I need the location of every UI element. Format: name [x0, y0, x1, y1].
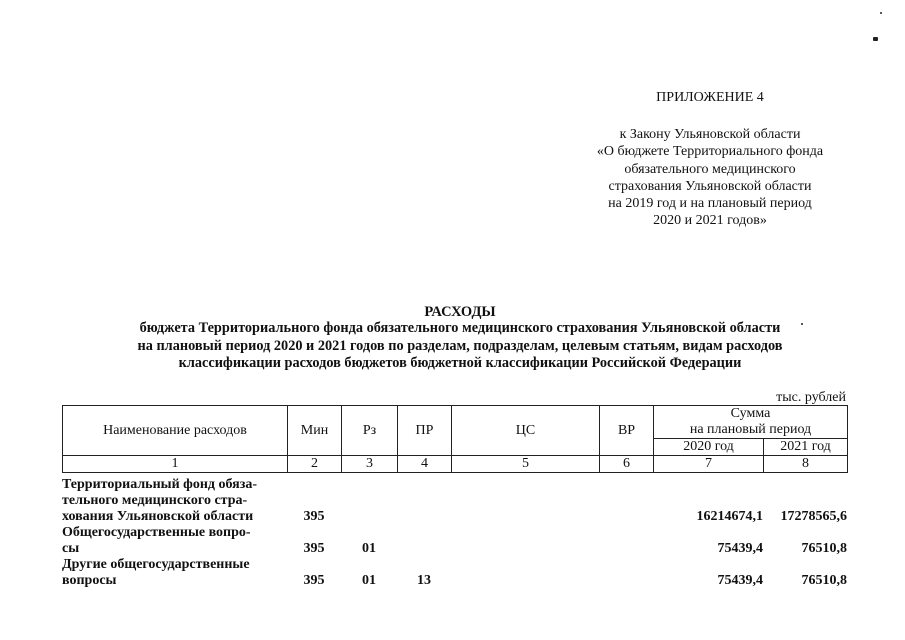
scan-speck	[801, 323, 803, 325]
header-sum-label: Сумма	[730, 406, 771, 421]
row-vr	[599, 477, 653, 525]
row-name	[62, 557, 287, 589]
header-year-2020: 2020 год	[654, 439, 764, 456]
row-rz	[341, 477, 397, 525]
appendix-line: 2020 и 2021 годов»	[653, 213, 767, 229]
document-subtitle	[60, 320, 860, 373]
row-name-line: Общегосударственные вопро-	[62, 525, 251, 540]
expenses-table	[62, 477, 847, 589]
row-name-line: Территориальный фонд обяза-	[62, 477, 257, 492]
table-row	[62, 525, 847, 557]
row-name	[62, 525, 287, 557]
header-sum-sublabel: на плановый период	[689, 422, 812, 437]
header-min: Мин	[288, 406, 342, 456]
table-row	[62, 557, 847, 589]
column-number: 7	[654, 456, 764, 473]
row-min: 395	[303, 509, 325, 524]
header-pr: ПР	[398, 406, 452, 456]
subtitle-line: бюджета Территориального фонда обязательного медицинского страхования Ульяновской области	[139, 320, 781, 336]
row-name	[62, 477, 287, 525]
row-name-line: сы	[62, 541, 80, 556]
row-min: 395	[303, 573, 325, 588]
column-number: 5	[452, 456, 600, 473]
row-name-line: хования Ульяновской области	[62, 509, 254, 524]
appendix-reference	[570, 126, 850, 230]
table-header	[62, 405, 848, 473]
appendix-line: страхования Ульяновской области	[608, 178, 812, 194]
row-sum-2021: 76510,8	[801, 573, 847, 588]
appendix-line: обязательного медицинского	[624, 161, 796, 177]
column-number: 6	[600, 456, 654, 473]
scan-speck	[880, 12, 882, 14]
row-sum-2020: 16214674,1	[696, 509, 763, 524]
table-row	[62, 477, 847, 525]
document-title: РАСХОДЫ	[424, 304, 496, 320]
header-sum	[654, 406, 848, 439]
header-name: Наименование расходов	[63, 406, 288, 456]
row-min: 395	[303, 541, 325, 556]
row-cs	[451, 477, 599, 525]
header-rz: Рз	[342, 406, 398, 456]
header-vr: ВР	[600, 406, 654, 456]
subtitle-line: на плановый период 2020 и 2021 годов по разделам, подразделам, целевым статьям, видам расходов	[137, 337, 783, 354]
column-number: 8	[764, 456, 848, 473]
header-cs: ЦС	[452, 406, 600, 456]
row-vr	[599, 557, 653, 589]
appendix-line: «О бюджете Территориального фонда	[596, 144, 824, 160]
header-year-2021: 2021 год	[764, 439, 848, 456]
column-number: 4	[398, 456, 452, 473]
column-number: 2	[288, 456, 342, 473]
row-pr: 13	[417, 573, 431, 588]
row-cs	[451, 557, 599, 589]
column-number: 3	[342, 456, 398, 473]
row-name-line: вопросы	[62, 573, 117, 588]
row-sum-2020: 75439,4	[717, 541, 763, 556]
row-sum-2021: 76510,8	[801, 541, 847, 556]
row-cs	[451, 525, 599, 557]
row-name-line: тельного медицинского стра-	[62, 493, 248, 508]
row-sum-2020: 75439,4	[717, 573, 763, 588]
row-sum-2021: 17278565,6	[780, 509, 847, 524]
appendix-line: на 2019 год и на плановый период	[608, 196, 812, 212]
row-rz: 01	[362, 541, 376, 556]
appendix-line: к Закону Ульяновской области	[619, 127, 801, 142]
scan-speck	[873, 37, 878, 41]
subtitle-line: классификации расходов бюджетов бюджетной классификации Российской Федерации	[178, 355, 742, 371]
row-pr	[397, 477, 451, 525]
row-rz: 01	[362, 573, 376, 588]
row-name-line: Другие общегосударственные	[62, 557, 250, 572]
appendix-title: ПРИЛОЖЕНИЕ 4	[656, 90, 764, 105]
row-pr	[397, 525, 451, 557]
row-vr	[599, 525, 653, 557]
column-number: 1	[63, 456, 288, 473]
units-label: тыс. рублей	[776, 390, 846, 405]
